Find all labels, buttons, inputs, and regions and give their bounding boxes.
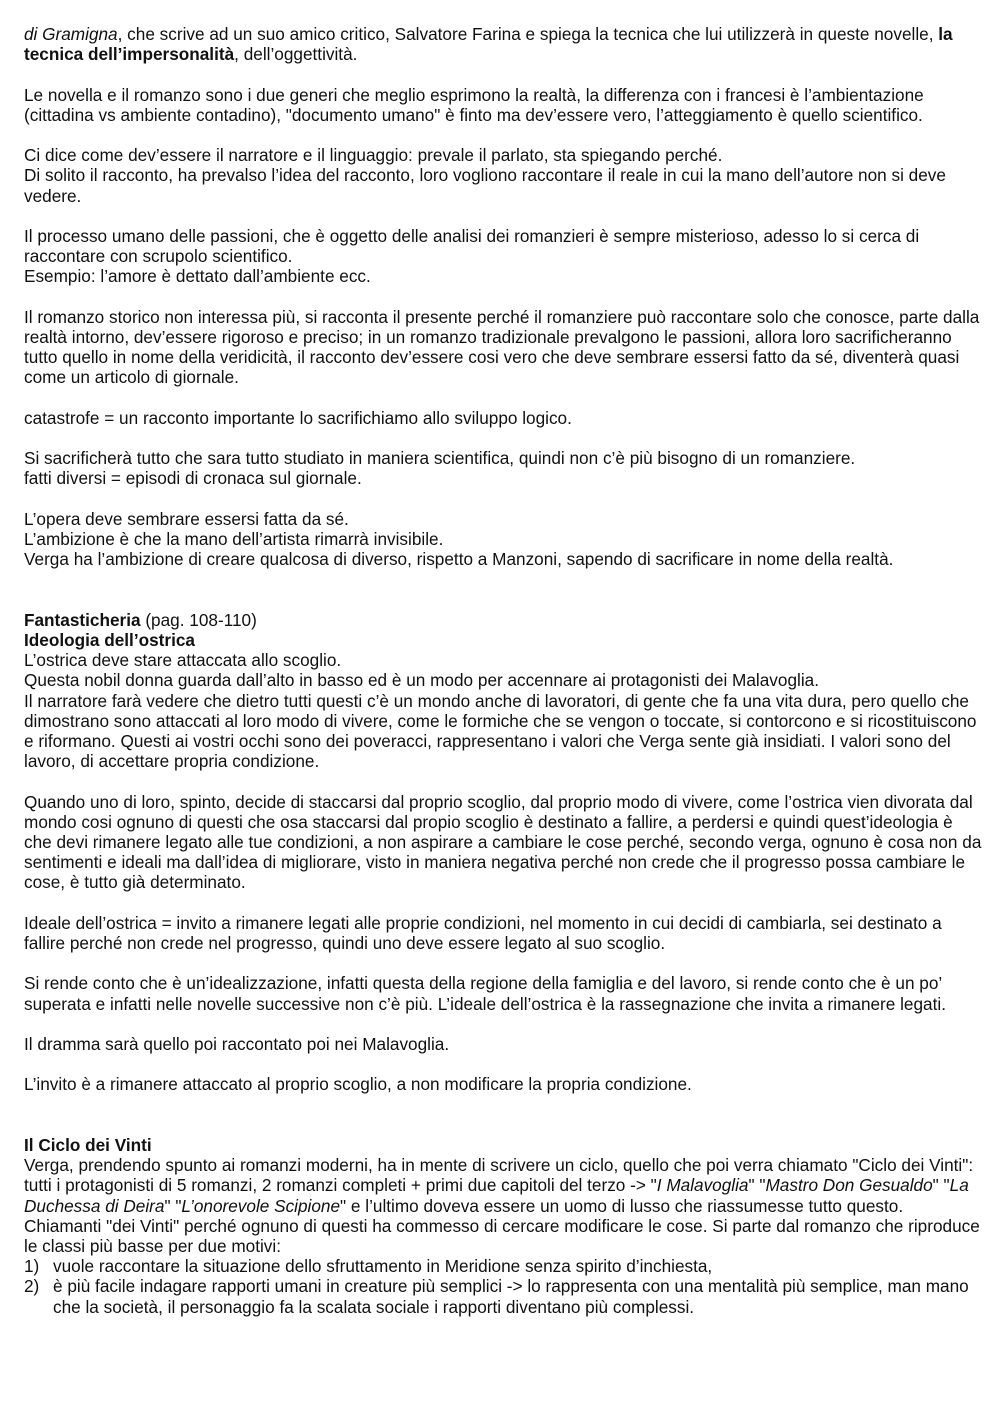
intro-text-end: , dell’oggettività. (234, 44, 358, 65)
paragraph-opera: L’opera deve sembrare essersi fatta da sé. (24, 508, 349, 529)
paragraph-catastrofe: catastrofe = un racconto importante lo sacrifichiamo allo sviluppo logico. (24, 407, 572, 428)
paragraph-sacrificio: Si sacrificherà tutto che sara tutto studiato in maniera scientifica, quindi non c’è più bisogno di un romanziere. (24, 448, 856, 469)
paragraph-esempio: Esempio: l’amore è dettato dall’ambiente ecc. (24, 266, 371, 287)
paragraph-narratore: Ci dice come dev’essere il narratore e il linguaggio: prevale il parlato, sta spiegando perché. (24, 145, 723, 166)
section-heading-fantasticheria (24, 610, 984, 630)
intro-paragraph (24, 24, 984, 64)
paragraph-invito: L’invito è a rimanere attaccato al proprio scoglio, a non modificare la propria condizione. (24, 1074, 692, 1095)
title-duchessa-di-deira: La Duchessa di Deira (24, 1175, 969, 1216)
paragraph-idealizzazione: Si rende conto che è un’idealizzazione, infatti questa della regione della famiglia e del lavoro, si rende conto che è un po’ superata e infatti nelle novelle successive non c’è più. L’ideale dell’ostrica è la rassegnazione che invita a rimanere legati. (24, 973, 946, 1014)
paragraph-generi: Le novella e il romanzo sono i due generi che meglio esprimono la realtà, la differenza con i francesi è l’ambientazione (cittadina vs ambiente contadino), "documento umano" è finto ma dev’essere vero, l’atteggiamento è quello scientifico. (24, 84, 924, 125)
fantasticheria-title: Fantasticheria (24, 609, 141, 630)
section-heading-ciclo-vinti (24, 1135, 984, 1155)
intro-italic-title: di Gramigna (24, 24, 118, 44)
title-mastro-don-gesualdo: Mastro Don Gesualdo (765, 1175, 933, 1196)
ciclo-text-b: " " (748, 1175, 766, 1196)
list-item (24, 1276, 984, 1316)
list-number: 2) (24, 1276, 40, 1297)
paragraph-staccarsi: Quando uno di loro, spinto, decide di staccarsi dal proprio scoglio, dal proprio modo di vivere, come l’ostrica vien divorata dal mondo cosi ognuno di questi che osa staccarsi dal propio scoglio è destinato a fallire, a perdersi e quindi quest’ideologia è che devi rimanere legato alle tue condizioni, a non aspirare a cambiare le cose perché, secondo verga, ognuno è cosa non da sentimenti e ideali ma dall’idea di migliorare, visto in maniera negativa perché non crede che il progresso possa cambiare le cose, è tutto già determinato. (24, 791, 982, 893)
intro-text: , che scrive ad un suo amico critico, Salvatore Farina e spiega la tecnica che lui utilizzerà in queste novelle, (117, 24, 939, 44)
intro-bold-term: la tecnica dell’impersonalità (24, 24, 953, 65)
paragraph-narratore-lavoratori: Il narratore farà vedere che dietro tutti questi c’è un mondo anche di lavoratori, di gente che fa una vita dura, pero quello che dimostrano sono attaccati al loro modo di vivere, come le formiche che se vengon o toccate, si contorcono e si ricostituiscono e riformano. Questi ai vostri occhi sono dei poveracci, rappresentano i valori che Verga sente già insidiati. I valori sono del lavoro, di accettare propria condizione. (24, 690, 977, 772)
subheading-ideologia (24, 630, 984, 650)
paragraph-nobil-donna: Questa nobil donna guarda dall’alto in basso ed è un modo per accennare ai protagonisti dei Malavoglia. (24, 670, 819, 691)
ciclo-text-a: Verga, prendendo spunto ai romanzi moderni, ha in mente di scrivere un ciclo, quello che poi verra chiamato "Ciclo dei Vinti": tutti i protagonisti di 5 romanzi, 2 romanzi completi + primi due capitoli del terzo -> " (24, 1155, 974, 1196)
paragraph-verga-manzoni: Verga ha l’ambizione di creare qualcosa di diverso, rispetto a Manzoni, sapendo di sacrificare in nome della realtà. (24, 549, 894, 570)
paragraph-chiamanti-vinti: Chiamanti "dei Vinti" perché ognuno di questi ha commesso di cercare modificare le cose. Si parte dal romanzo che riproduce le classi più basse per due motivi: (24, 1215, 980, 1256)
list-item-text: vuole raccontare la situazione dello sfruttamento in Meridione senza spirito d’inchiesta, (53, 1256, 713, 1277)
numbered-list (24, 1256, 984, 1317)
list-item-text: è più facile indagare rapporti umani in creature più semplici -> lo rappresenta con una mentalità più semplice, man mano che la società, il personaggio fa la scalata sociale i rapporti diventano più complessi. (53, 1276, 969, 1317)
paragraph-ciclo-intro (24, 1155, 984, 1216)
paragraph-racconto: Di solito il racconto, ha prevalso l’idea del racconto, loro vogliono raccontare il reale in cui la mano dell’autore non si deve vedere. (24, 165, 946, 206)
paragraph-passioni: Il processo umano delle passioni, che è oggetto delle analisi dei romanzieri è sempre misterioso, adesso lo si cerca di raccontare con scrupolo scientifico. (24, 225, 920, 267)
paragraph-ambizione: L’ambizione è che la mano dell’artista rimarrà invisibile. (24, 528, 444, 549)
list-item (24, 1256, 984, 1276)
paragraph-dramma: Il dramma sarà quello poi raccontato poi nei Malavoglia. (24, 1033, 450, 1054)
ciclo-text-c: " " (932, 1175, 950, 1196)
ciclo-text-e: " e l’ultimo doveva essere un uomo di lusso che riassumesse tutto questo. (340, 1195, 904, 1216)
paragraph-romanzo-storico: Il romanzo storico non interessa più, si racconta il presente perché il romanziere può raccontare solo che conosce, parte dalla realtà intorno, dev’essere rigoroso e preciso; in un romanzo tradizionale prevalgono le passioni, allora loro sacrificheranno tutto quello in nome della veridicità, il racconto dev’essere cosi vero che deve sembrare essersi fatto da sé, diventerà quasi come un articolo di giornale. (24, 306, 980, 388)
ideologia-title: Ideologia dell’ostrica (24, 629, 195, 650)
paragraph-ideale-ostrica: Ideale dell’ostrica = invito a rimanere legati alle proprie condizioni, nel momento in cui decidi di cambiarla, sei destinato a fallire perché non crede nel progresso, quindi uno deve essere legato al suo scoglio. (24, 912, 942, 953)
paragraph-ostrica-scoglio: L’ostrica deve stare attaccata allo scoglio. (24, 650, 342, 671)
fantasticheria-pages: (pag. 108-110) (140, 609, 257, 630)
title-onorevole-scipione: L’onorevole Scipione (181, 1195, 341, 1216)
paragraph-fatti-diversi: fatti diversi = episodi di cronaca sul giornale. (24, 468, 362, 489)
title-malavoglia: I Malavoglia (656, 1175, 749, 1196)
ciclo-title: Il Ciclo dei Vinti (24, 1134, 152, 1155)
ciclo-text-d: " " (164, 1195, 182, 1216)
list-number: 1) (24, 1256, 40, 1277)
document-body (24, 24, 984, 1317)
